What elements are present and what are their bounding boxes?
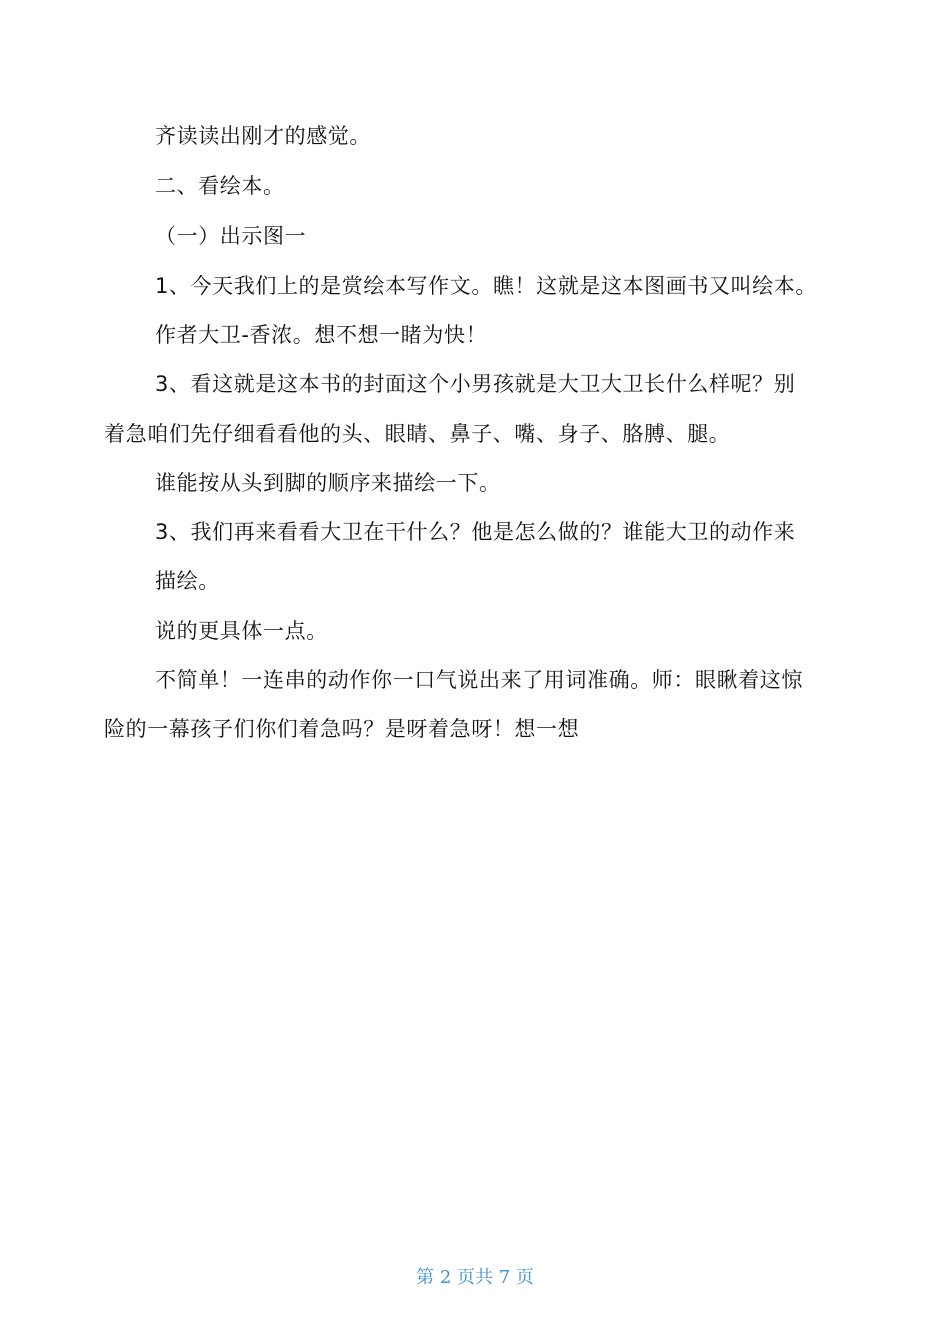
paragraph-line: 1、今天我们上的是赏绘本写作文。瞧！这就是这本图画书又叫绘本。 — [155, 274, 817, 298]
paragraph-line: 说的更具体一点。 — [155, 619, 328, 643]
section-heading: 二、看绘本。 — [155, 174, 285, 198]
subsection-heading: （一）出示图一 — [155, 224, 307, 248]
paragraph-line: 着急咱们先仔细看看他的头、眼睛、鼻子、嘴、身子、胳膊、腿。 — [104, 422, 731, 446]
page-number-footer: 第 2 页共 7 页 — [416, 1267, 534, 1288]
paragraph-line: 险的一幕孩子们你们着急吗？是呀着急呀！想一想 — [104, 717, 580, 741]
paragraph-line: 描绘。 — [155, 569, 220, 593]
paragraph-line: 3、看这就是这本书的封面这个小男孩就是大卫大卫长什么样呢？别 — [155, 372, 796, 396]
paragraph-line: 3、我们再来看看大卫在干什么？他是怎么做的？谁能大卫的动作来 — [155, 520, 796, 544]
paragraph-line: 作者大卫-香浓。想不想一睹为快！ — [155, 323, 488, 347]
paragraph-line: 谁能按从头到脚的顺序来描绘一下。 — [155, 471, 501, 495]
paragraph-line: 不简单！一连串的动作你一口气说出来了用词准确。师：眼瞅着这惊 — [155, 668, 803, 692]
paragraph-line: 齐读读出刚才的感觉。 — [155, 124, 371, 148]
